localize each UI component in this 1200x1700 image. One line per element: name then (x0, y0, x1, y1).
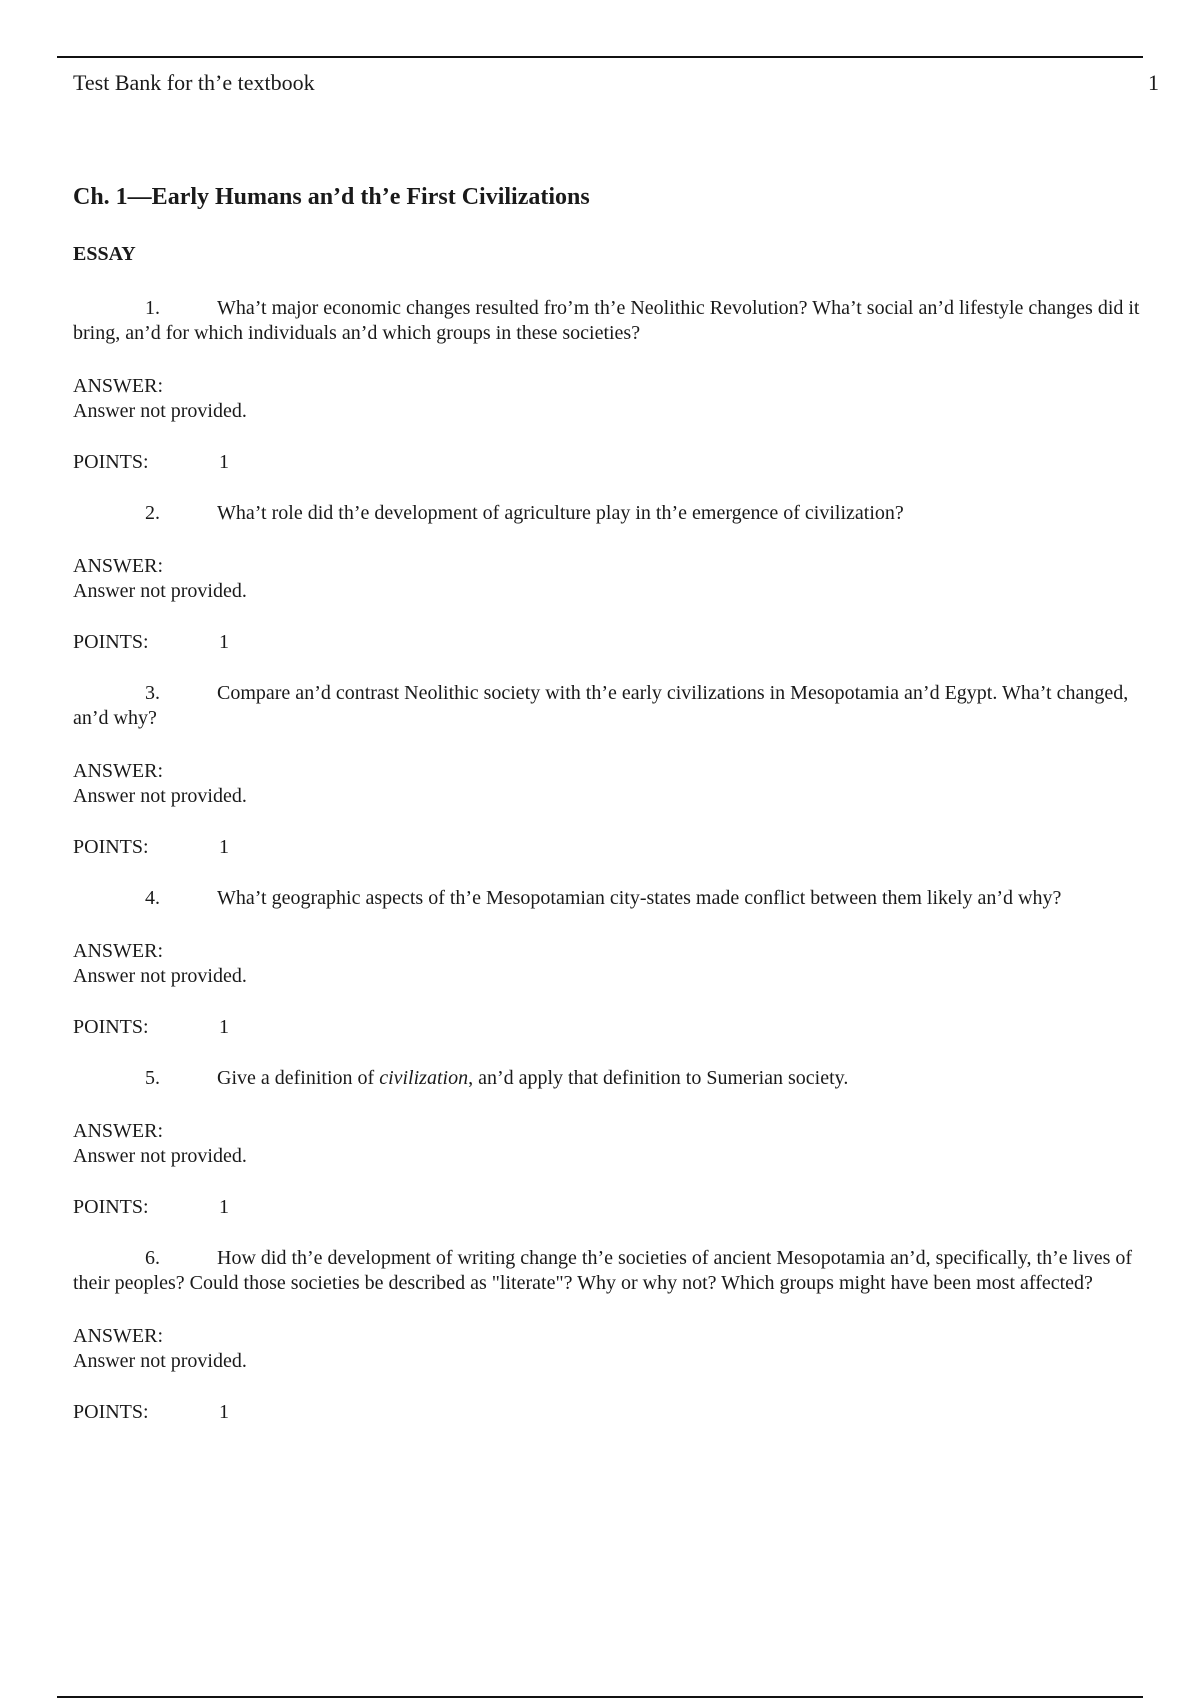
question-number: 4. (145, 887, 160, 909)
points-value: 1 (219, 1401, 229, 1423)
page-number: 1 (1148, 70, 1159, 95)
points-label: POINTS: (73, 631, 149, 653)
question-5 (73, 1066, 1163, 1220)
header-title: Test Bank for th’e textbook (73, 70, 315, 95)
question-1 (73, 296, 1163, 475)
answer-text: Answer not provided. (73, 1145, 247, 1167)
points-row (73, 1400, 1163, 1425)
question-number: 1. (145, 297, 160, 319)
question-text-before: Give a definition of (217, 1067, 380, 1089)
question-number: 3. (145, 682, 160, 704)
points-value: 1 (219, 836, 229, 858)
points-label: POINTS: (73, 1016, 149, 1038)
question-2 (73, 501, 1163, 655)
question-text-after: , an’d apply that definition to Sumerian society. (468, 1067, 849, 1089)
question-text: Wha’t role did th’e development of agriculture play in th’e emergence of civilization? (217, 502, 904, 524)
answer-label: ANSWER: (73, 1325, 163, 1347)
question-number: 2. (145, 502, 160, 524)
page-header (73, 70, 1159, 96)
points-label: POINTS: (73, 1196, 149, 1218)
question-text-emphasis: civilization (379, 1067, 469, 1089)
points-row (73, 1015, 1163, 1040)
question-text: Wha’t major economic changes resulted fro’m th’e Neolithic Revolution? Wha’t social an’d lifestyle changes did it bring, an’d for which individuals an’d which groups in these societies? (73, 297, 1140, 344)
points-value: 1 (219, 1016, 229, 1038)
answer-text: Answer not provided. (73, 580, 247, 602)
answer-label: ANSWER: (73, 375, 163, 397)
answer-text: Answer not provided. (73, 785, 247, 807)
question-text: How did th’e development of writing change th’e societies of ancient Mesopotamia an’d, specifically, th’e lives of their peoples? Could those societies be described as "literate"? Why or why not? Which groups might have been most affected? (73, 1247, 1133, 1294)
answer-label: ANSWER: (73, 555, 163, 577)
answer-label: ANSWER: (73, 940, 163, 962)
points-row (73, 630, 1163, 655)
header-rule (57, 56, 1143, 58)
points-label: POINTS: (73, 836, 149, 858)
question-4 (73, 886, 1163, 1040)
points-value: 1 (219, 1196, 229, 1218)
question-list (73, 296, 1163, 1451)
question-number: 6. (145, 1247, 160, 1269)
points-label: POINTS: (73, 451, 149, 473)
question-number: 5. (145, 1067, 160, 1089)
answer-label: ANSWER: (73, 760, 163, 782)
points-value: 1 (219, 631, 229, 653)
points-row (73, 835, 1163, 860)
points-label: POINTS: (73, 1401, 149, 1423)
question-text: Wha’t geographic aspects of th’e Mesopotamian city-states made conflict between them likely an’d why? (217, 887, 1062, 909)
answer-text: Answer not provided. (73, 400, 247, 422)
points-value: 1 (219, 451, 229, 473)
answer-text: Answer not provided. (73, 1350, 247, 1372)
answer-text: Answer not provided. (73, 965, 247, 987)
section-label: ESSAY (73, 243, 136, 265)
question-6 (73, 1246, 1163, 1425)
footer-rule (57, 1696, 1143, 1698)
question-3 (73, 681, 1163, 860)
points-row (73, 450, 1163, 475)
answer-label: ANSWER: (73, 1120, 163, 1142)
chapter-title: Ch. 1—Early Humans an’d th’e First Civilizations (73, 184, 590, 210)
question-text: Compare an’d contrast Neolithic society with th’e early civilizations in Mesopotamia an’d Egypt. Wha’t changed, an’d why? (73, 682, 1129, 729)
points-row (73, 1195, 1163, 1220)
